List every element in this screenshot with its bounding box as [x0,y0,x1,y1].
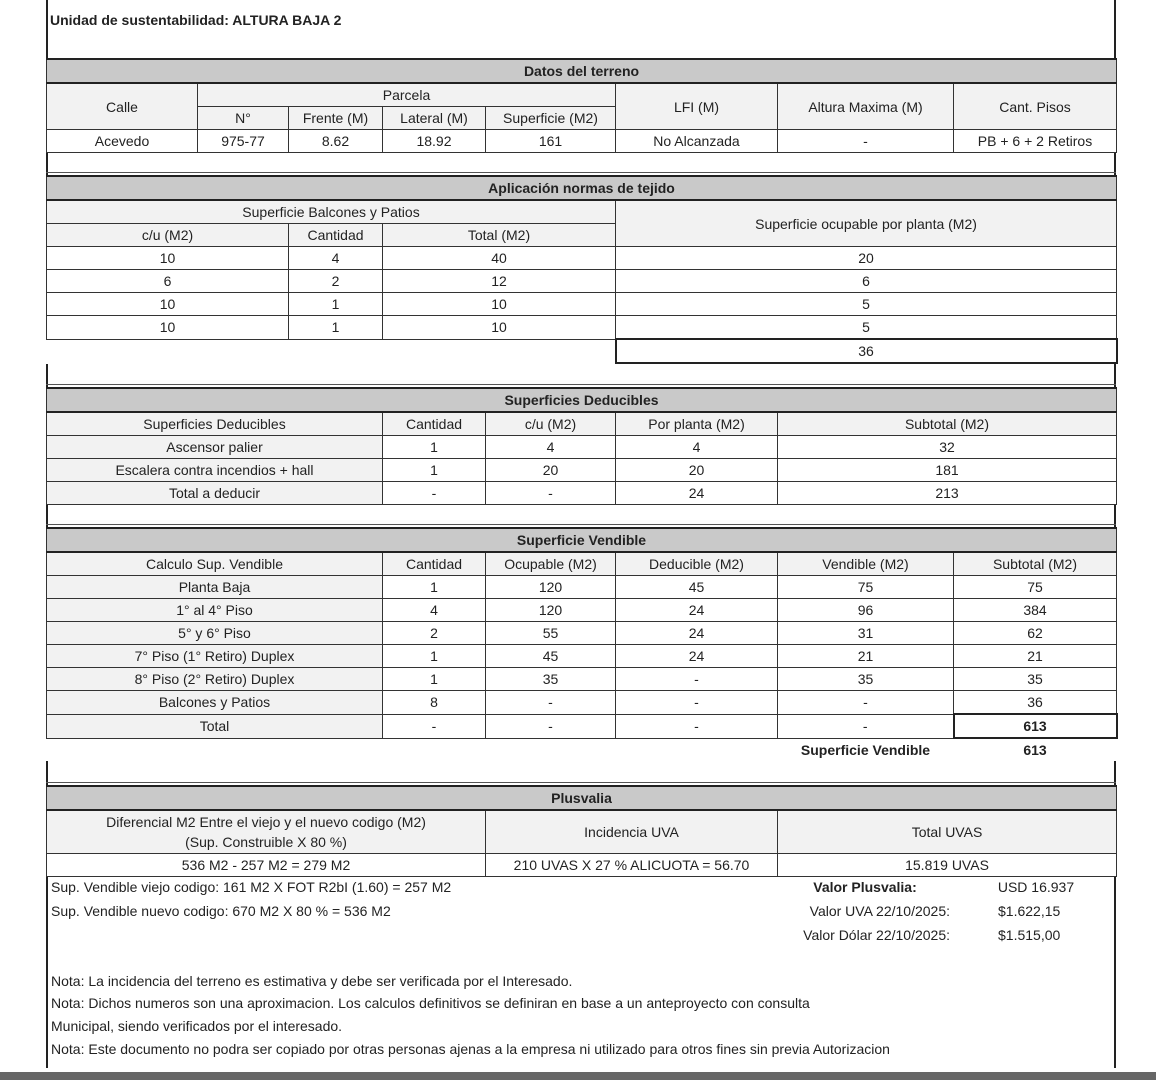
cell: 384 [954,599,1117,622]
table-row [47,436,1117,459]
note-1: Nota: La incidencia del terreno es estimativa y debe ser verificada por el Interesado. [51,973,573,989]
note-4: Nota: Este documento no podra ser copiado por otras personas ajenas a la empresa ni utilizado para otros fines sin previa Autorizacion [51,1041,890,1057]
incidencia-label: Incidencia UVA [486,810,778,854]
col-header: Subtotal (M2) [954,552,1117,576]
ocupable-total: 36 [616,339,1117,363]
cu-value: 6 [47,270,289,293]
cell: - [616,691,778,715]
cell: 45 [486,645,616,668]
row-label: Ascensor palier [47,436,383,459]
total-value: 10 [383,316,616,340]
cell: 24 [616,482,778,505]
cell: 20 [486,459,616,482]
table-row [47,714,1117,738]
diferencial-value: 536 M2 - 257 M2 = 279 M2 [47,854,486,877]
plusvalia-header: Plusvalia [47,786,1117,810]
total-value: 10 [383,293,616,316]
table-row [47,645,1117,668]
terreno-table [46,58,1117,153]
table-row [47,691,1117,715]
sv-label: Superficie Vendible [800,741,931,758]
table-row [47,599,1117,622]
altura-label: Altura Maxima (M) [778,83,954,130]
cell: - [486,691,616,715]
diferencial-label-line1: Diferencial M2 Entre el viejo y el nuevo codigo (M2) [106,814,426,830]
total-cell: 613 [954,714,1117,738]
parcela-label: Parcela [198,83,616,107]
sv-value: 613 [1023,742,1047,758]
cell: 4 [383,599,486,622]
cell: - [486,714,616,738]
cell: 24 [616,645,778,668]
cell: 120 [486,576,616,599]
cell: 75 [778,576,954,599]
cell: 62 [954,622,1117,645]
ocupable-value: 5 [616,316,1117,340]
lfi-value: No Alcanzada [616,130,778,153]
total-uvas-value: 15.819 UVAS [778,854,1117,877]
cell: 213 [778,482,1117,505]
ocupable-value: 20 [616,247,1117,270]
cell: 4 [486,436,616,459]
col-header: Cantidad [383,552,486,576]
table-row [47,459,1117,482]
divider [46,172,1116,173]
ocupable-value: 5 [616,293,1117,316]
terreno-header: Datos del terreno [47,59,1117,83]
table-row [47,482,1117,505]
cu-label: c/u (M2) [47,224,289,247]
bottom-bar [0,1072,1156,1080]
lfi-label: LFI (M) [616,83,778,130]
divider [46,524,1116,525]
cell: 8 [383,691,486,715]
cell: 31 [778,622,954,645]
cell: 2 [383,622,486,645]
cell: 75 [954,576,1117,599]
cell: 21 [778,645,954,668]
cell: 24 [616,622,778,645]
valor-plusvalia-value: USD 16.937 [997,879,1075,895]
valor-uva-label: Valor UVA 22/10/2025: [809,903,950,919]
frente-label: Frente (M) [289,107,383,130]
cell: 24 [616,599,778,622]
col-header: Deducible (M2) [616,552,778,576]
balcones-label: Superficie Balcones y Patios [47,200,616,224]
page-title: Unidad de sustentabilidad: ALTURA BAJA 2 [50,12,342,28]
valor-dolar-value: $1.515,00 [998,927,1061,943]
cell: 1 [383,459,486,482]
row-label: Total a deducir [47,482,383,505]
cell: 96 [778,599,954,622]
total-value: 12 [383,270,616,293]
altura-value: - [778,130,954,153]
row-label: 1° al 4° Piso [47,599,383,622]
cell: - [778,691,954,715]
table-row [47,668,1117,691]
cu-value: 10 [47,293,289,316]
table-row [47,622,1117,645]
deducibles-table [46,387,1117,505]
note-3: Municipal, siendo verificados por el interesado. [51,1018,343,1034]
divider [46,782,1116,783]
superficie-value: 161 [486,130,616,153]
cell: 1 [383,668,486,691]
col-header: Superficies Deducibles [47,412,383,436]
row-label: 8° Piso (2° Retiro) Duplex [47,668,383,691]
normas-header: Aplicación normas de tejido [47,176,1117,200]
total-label: Total (M2) [383,224,616,247]
cell: - [383,482,486,505]
cell: 55 [486,622,616,645]
normas-table [46,175,1118,364]
cantidad-label: Cantidad [289,224,383,247]
row-label: 5° y 6° Piso [47,622,383,645]
cell: 21 [954,645,1117,668]
cell: 45 [616,576,778,599]
table-row [47,247,1117,270]
row-label: Balcones y Patios [47,691,383,715]
total-value: 40 [383,247,616,270]
cu-value: 10 [47,247,289,270]
vendible-table [46,527,1118,761]
col-header: Calculo Sup. Vendible [47,552,383,576]
cell: - [486,482,616,505]
incidencia-value: 210 UVAS X 27 % ALICUOTA = 56.70 [486,854,778,877]
cantidad-value: 1 [289,316,383,340]
calle-label: Calle [47,83,198,130]
col-header: Subtotal (M2) [778,412,1117,436]
cell: - [616,668,778,691]
row-label: 7° Piso (1° Retiro) Duplex [47,645,383,668]
cell: - [383,714,486,738]
pisos-value: PB + 6 + 2 Retiros [954,130,1117,153]
table-row [47,270,1117,293]
ocupable-label: Superficie ocupable por planta (M2) [616,200,1117,247]
valor-dolar-label: Valor Dólar 22/10/2025: [803,927,950,943]
col-header: c/u (M2) [486,412,616,436]
diferencial-label [47,810,486,854]
lateral-value: 18.92 [383,130,486,153]
col-header: Vendible (M2) [778,552,954,576]
table-row [47,293,1117,316]
cell: 4 [616,436,778,459]
cantidad-value: 4 [289,247,383,270]
cantidad-value: 1 [289,293,383,316]
row-label: Planta Baja [47,576,383,599]
cell: 32 [778,436,1117,459]
cantidad-value: 2 [289,270,383,293]
cell: 35 [954,668,1117,691]
cell: 35 [486,668,616,691]
cell: 35 [778,668,954,691]
cu-value: 10 [47,316,289,340]
table-row [47,316,1117,340]
cell: 1 [383,645,486,668]
cell: 20 [616,459,778,482]
valor-uva-value: $1.622,15 [998,903,1061,919]
cell: 36 [954,691,1117,715]
calle-value: Acevedo [47,130,198,153]
superficie-label: Superficie (M2) [486,107,616,130]
cell: - [616,714,778,738]
diferencial-label-line2: (Sup. Construible X 80 %) [185,834,347,850]
deducibles-header: Superficies Deducibles [47,388,1117,412]
cell: 1 [383,436,486,459]
col-header: Ocupable (M2) [486,552,616,576]
vendible-header: Superficie Vendible [47,528,1117,552]
ocupable-value: 6 [616,270,1117,293]
lateral-label: Lateral (M) [383,107,486,130]
row-label: Total [47,714,383,738]
divider [46,384,1116,385]
plusvalia-table [46,785,1117,877]
n-label: N° [198,107,289,130]
sup-nuevo-text: Sup. Vendible nuevo codigo: 670 M2 X 80 % = 536 M2 [51,903,391,919]
cell: 181 [778,459,1117,482]
row-label: Escalera contra incendios + hall [47,459,383,482]
col-header: Por planta (M2) [616,412,778,436]
col-header: Cantidad [383,412,486,436]
cell: 120 [486,599,616,622]
cell: 1 [383,576,486,599]
valor-plusvalia-label: Valor Plusvalia: [813,879,917,895]
frente-value: 8.62 [289,130,383,153]
cell: - [778,714,954,738]
note-2: Nota: Dichos numeros son una aproximacion. Los calculos definitivos se definiran en base a un anteproyecto con consulta [51,995,810,1011]
sup-viejo-text: Sup. Vendible viejo codigo: 161 M2 X FOT R2bI (1.60) = 257 M2 [51,879,452,895]
pisos-label: Cant. Pisos [954,83,1117,130]
n-value: 975-77 [198,130,289,153]
table-row [47,576,1117,599]
total-uvas-label: Total UVAS [778,810,1117,854]
